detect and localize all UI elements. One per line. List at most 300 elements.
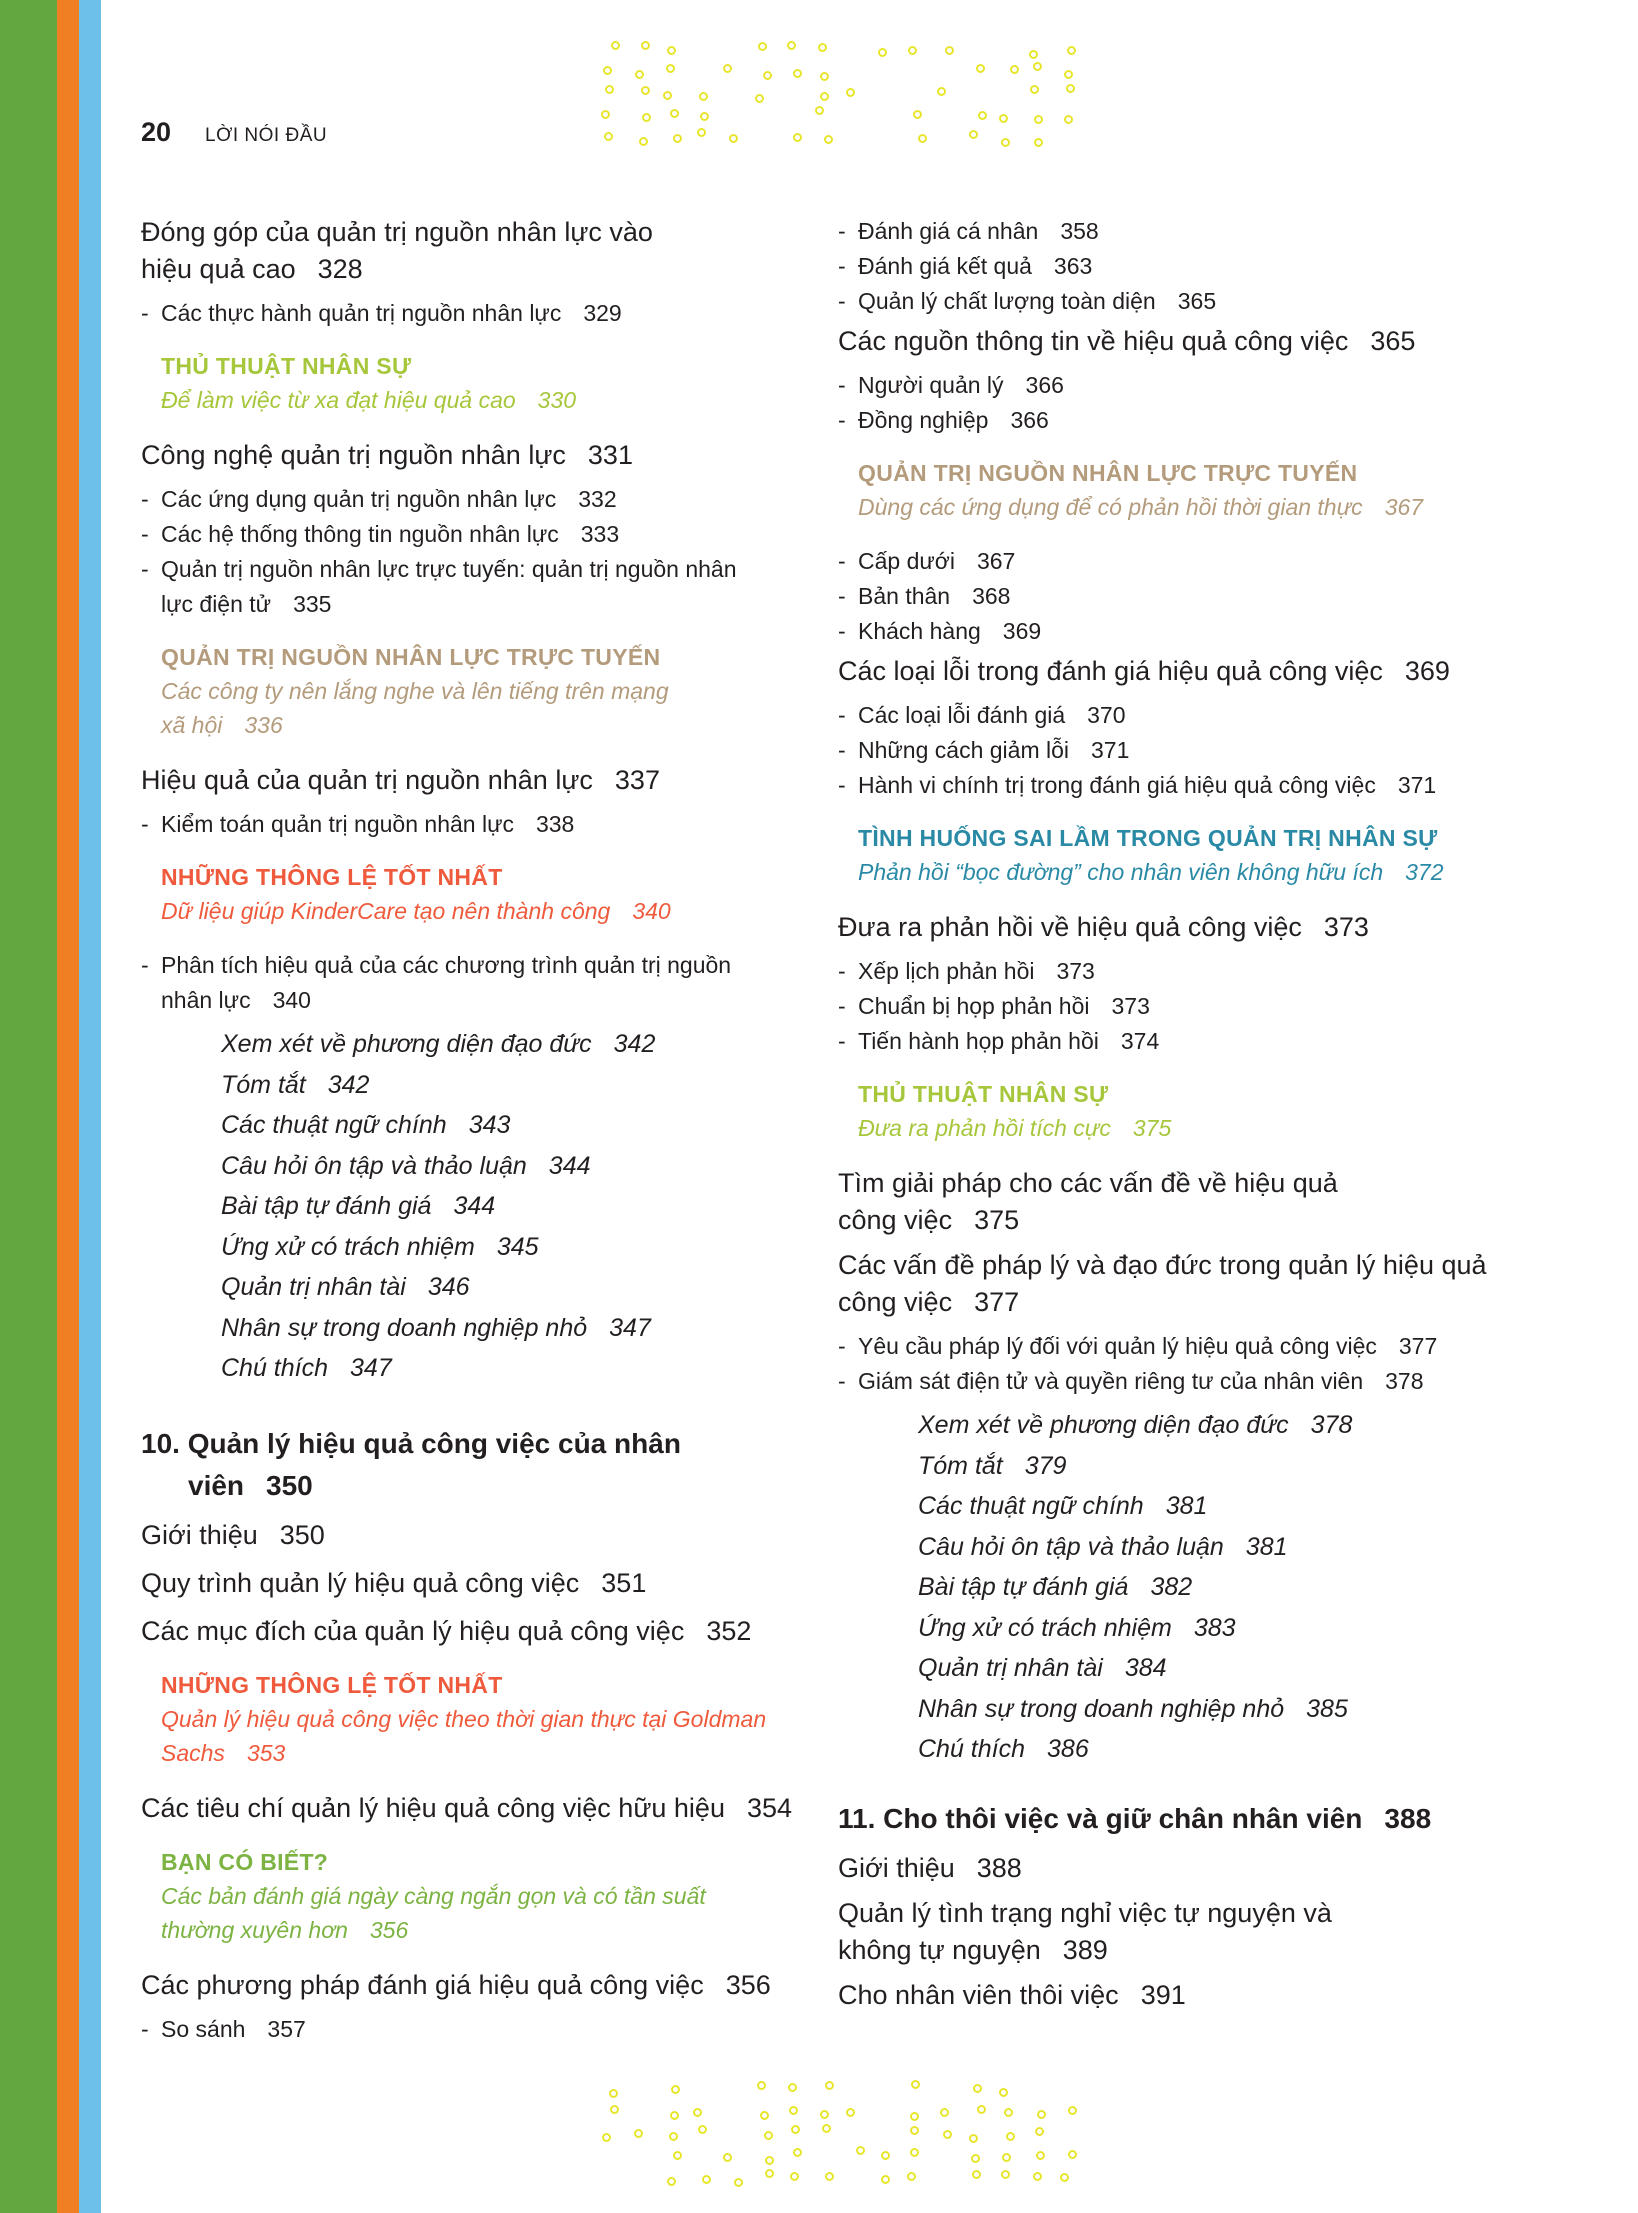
- toc-entry[interactable]: [838, 1977, 1518, 2014]
- page-ref: 371: [1091, 737, 1130, 763]
- page-ref: 366: [1025, 372, 1064, 398]
- decorative-dot: [972, 2170, 981, 2179]
- page-ref: 373: [1111, 993, 1150, 1019]
- entry-title: Giới thiệu: [141, 1519, 258, 1550]
- decorative-dot: [763, 71, 772, 80]
- decorative-dot: [1064, 115, 1073, 124]
- page-ref: 372: [1405, 859, 1444, 885]
- decorative-dot: [908, 46, 917, 55]
- chapter-title: viên: [188, 1469, 245, 1501]
- decorative-dot: [789, 2106, 798, 2115]
- toc-subentry[interactable]: - Tiến hành họp phản hồi 374: [838, 1028, 1160, 1054]
- chapter-heading[interactable]: [838, 1798, 1518, 1840]
- page-ref: 352: [706, 1615, 752, 1646]
- page-ref: 332: [578, 486, 617, 512]
- decorative-dot: [793, 69, 802, 78]
- decorative-dot: [667, 46, 676, 55]
- decorative-dot: [1033, 2172, 1042, 2181]
- toc-entry[interactable]: [141, 214, 811, 288]
- decorative-dot: [878, 48, 887, 57]
- feature-box-title: BẠN CÓ BIẾT?: [161, 1848, 329, 1875]
- decorative-dot: [911, 2080, 920, 2089]
- page-ref: 378: [1385, 1368, 1424, 1394]
- decorative-dot: [663, 91, 672, 100]
- left-stripe-orange: [57, 0, 79, 2213]
- toc-subentry[interactable]: - Các hệ thống thông tin nguồn nhân lực 333: [141, 521, 620, 547]
- decorative-dot: [603, 66, 612, 75]
- page-ref: 350: [279, 1519, 325, 1550]
- feature-box[interactable]: [161, 860, 811, 928]
- toc-subentry[interactable]: - Giám sát điện tử và quyền riêng tư của nhân viên 378: [838, 1368, 1424, 1394]
- end-matter-item[interactable]: Ứng xử có trách nhiệm 383: [918, 1613, 1236, 1642]
- page-ref: 374: [1120, 1028, 1160, 1054]
- decorative-dot: [856, 2146, 865, 2155]
- subentry-title: Bản thân: [858, 583, 951, 609]
- subentry-title: Yêu cầu pháp lý đối với quản lý hiệu quả công việc: [858, 1333, 1377, 1359]
- decorative-dot: [791, 2125, 800, 2134]
- decorative-dot: [670, 109, 679, 118]
- toc-subentry[interactable]: - Đánh giá kết quả 363: [838, 253, 1093, 279]
- decorative-dot: [693, 2108, 702, 2117]
- feature-box[interactable]: [858, 821, 1518, 889]
- end-matter-list: [838, 1405, 1518, 1770]
- toc-entry[interactable]: [141, 1967, 811, 2004]
- decorative-dot: [723, 2153, 732, 2162]
- entry-title: hiệu quả cao: [141, 254, 296, 284]
- decorative-dot: [793, 133, 802, 142]
- feature-box-subtitle: Để làm việc từ xa đạt hiệu quả cao: [161, 387, 516, 413]
- decorative-dot: [669, 2132, 678, 2141]
- toc-entry[interactable]: [141, 1517, 811, 1554]
- toc-subentry[interactable]: - Quản lý chất lượng toàn diện 365: [838, 288, 1217, 314]
- entry-title: Đóng góp của quản trị nguồn nhân lực vào: [141, 217, 653, 247]
- decorative-dot: [1002, 2153, 1011, 2162]
- toc-entry[interactable]: [838, 1247, 1518, 1321]
- decorative-dot: [757, 2081, 766, 2090]
- decorative-dot: [1066, 84, 1075, 93]
- decorative-dots-top: [600, 40, 1090, 150]
- page-ref: 369: [1002, 618, 1042, 644]
- decorative-dot: [1060, 2173, 1069, 2182]
- feature-box-subtitle: Các công ty nên lắng nghe và lên tiếng trên mạng: [161, 678, 669, 704]
- decorative-dot: [760, 2111, 769, 2120]
- toc-subentry[interactable]: - Quản trị nguồn nhân lực trực tuyến: quản trị nguồn nhân lực điện tử 335: [141, 552, 811, 622]
- feature-box-title: NHỮNG THÔNG LỆ TỐT NHẤT: [161, 864, 503, 890]
- decorative-dot: [610, 2105, 619, 2114]
- decorative-dot: [758, 42, 767, 51]
- toc-subentry[interactable]: - Cấp dưới 367: [838, 548, 1016, 574]
- entry-title: Cho nhân viên thôi việc: [838, 1979, 1119, 2010]
- subentry-title: Xếp lịch phản hồi: [858, 958, 1035, 984]
- left-stripe-green: [0, 0, 57, 2213]
- toc-subentry[interactable]: - Các thực hành quản trị nguồn nhân lực 329: [141, 300, 622, 326]
- page-ref: 354: [746, 1792, 793, 1823]
- decorative-dot: [999, 114, 1008, 123]
- page-ref: 368: [972, 583, 1011, 609]
- page-number: 20: [141, 117, 172, 147]
- decorative-dot: [1034, 138, 1043, 147]
- toc-subentry[interactable]: - Bản thân 368: [838, 583, 1011, 609]
- page-ref: 375: [1132, 1115, 1172, 1141]
- decorative-dot: [609, 2089, 618, 2098]
- decorative-dot: [1064, 70, 1073, 79]
- end-matter-item[interactable]: Chú thích 347: [221, 1354, 392, 1382]
- page-ref: 375: [974, 1205, 1020, 1235]
- toc-subentry[interactable]: - Người quản lý 366: [838, 372, 1064, 398]
- decorative-dot: [673, 134, 682, 143]
- feature-box-subtitle: Dùng các ứng dụng để có phản hồi thời gian thực: [858, 494, 1363, 520]
- feature-box-title: QUẢN TRỊ NGUỒN NHÂN LỰC TRỰC TUYẾN: [161, 644, 661, 670]
- decorative-dot: [673, 2151, 682, 2160]
- entry-title: Giới thiệu: [838, 1852, 955, 1883]
- decorative-dot: [910, 2148, 919, 2157]
- decorative-dot: [1029, 50, 1038, 59]
- decorative-dot: [818, 43, 827, 52]
- decorative-dot: [881, 2175, 890, 2184]
- end-matter-item[interactable]: Bài tập tự đánh giá 344: [221, 1192, 496, 1220]
- page-ref: 365: [1370, 326, 1416, 356]
- end-matter-item[interactable]: Nhân sự trong doanh nghiệp nhỏ 347: [221, 1313, 651, 1342]
- decorative-dot: [698, 2125, 707, 2134]
- page-ref: 358: [1060, 218, 1099, 244]
- feature-box-subtitle: Sachs: [161, 1739, 225, 1766]
- feature-box-subtitle: Quản lý hiệu quả công việc theo thời gian thực tại Goldman: [161, 1705, 767, 1732]
- feature-box-subtitle: Các bản đánh giá ngày càng ngắn gọn và có tần suất: [161, 1882, 706, 1909]
- decorative-dot: [1030, 85, 1039, 94]
- entry-title: không tự nguyện: [838, 1934, 1041, 1965]
- decorative-dot: [825, 2081, 834, 2090]
- end-matter-item[interactable]: Tóm tắt 379: [918, 1451, 1067, 1480]
- subentry-title: Quản lý chất lượng toàn diện: [858, 288, 1156, 314]
- feature-box-subtitle: thường xuyên hơn: [161, 1916, 348, 1943]
- toc-subentry[interactable]: - Kiểm toán quản trị nguồn nhân lực 338: [141, 811, 575, 837]
- end-matter-list: [141, 1024, 811, 1389]
- page-ref: 340: [632, 898, 671, 924]
- decorative-dot: [846, 88, 855, 97]
- page-ref: 367: [976, 548, 1016, 574]
- decorative-dot: [788, 2083, 797, 2092]
- end-matter-item[interactable]: Quản trị nhân tài 346: [221, 1273, 470, 1301]
- decorative-dot: [641, 86, 650, 95]
- decorative-dot: [978, 111, 987, 120]
- end-matter-item[interactable]: Tóm tắt 342: [221, 1070, 370, 1099]
- entry-title: Hiệu quả của quản trị nguồn nhân lực: [141, 765, 593, 795]
- toc-subentry[interactable]: - Phân tích hiệu quả của các chương trình quản trị nguồn nhân lực 340: [141, 948, 811, 1018]
- decorative-dot: [1010, 65, 1019, 74]
- subentry-title: Người quản lý: [858, 372, 1004, 398]
- end-matter-item[interactable]: Nhân sự trong doanh nghiệp nhỏ 385: [918, 1694, 1348, 1723]
- end-matter-item[interactable]: Bài tập tự đánh giá 382: [918, 1573, 1193, 1601]
- decorative-dot: [913, 110, 922, 119]
- subentry-title: Hành vi chính trị trong đánh giá hiệu quả công việc: [858, 772, 1376, 798]
- toc-entry[interactable]: [838, 1895, 1518, 1969]
- toc-entry[interactable]: [141, 1565, 811, 1602]
- decorative-dot: [734, 2178, 743, 2187]
- subentry-title: Khách hàng: [858, 618, 981, 644]
- toc-subentry[interactable]: - Khách hàng 369: [838, 618, 1042, 644]
- toc-entry[interactable]: [141, 1613, 811, 1650]
- decorative-dot: [671, 2085, 680, 2094]
- toc-entry[interactable]: [838, 1850, 1518, 1887]
- decorative-dot: [976, 64, 985, 73]
- subentry-title: Các loại lỗi đánh giá: [858, 702, 1066, 728]
- decorative-dots-bottom: [600, 2080, 1090, 2190]
- decorative-dot: [605, 85, 614, 94]
- feature-box-title: THỦ THUẬT NHÂN SỰ: [858, 1081, 1109, 1107]
- decorative-dot: [1004, 2108, 1013, 2117]
- entry-title: Quản lý tình trạng nghỉ việc tự nguyện và: [838, 1897, 1332, 1928]
- toc-subentry[interactable]: - Hành vi chính trị trong đánh giá hiệu quả công việc 371: [838, 772, 1437, 798]
- decorative-dot: [910, 2126, 919, 2135]
- decorative-dot: [977, 2105, 986, 2114]
- subentry-title: Các ứng dụng quản trị nguồn nhân lực: [161, 486, 557, 512]
- decorative-dot: [1033, 62, 1042, 71]
- decorative-dot: [943, 2130, 952, 2139]
- entry-title: Các vấn đề pháp lý và đạo đức trong quản lý hiệu quả: [838, 1250, 1487, 1280]
- decorative-dot: [697, 128, 706, 137]
- decorative-dot: [1068, 2150, 1077, 2159]
- decorative-dot: [723, 64, 732, 73]
- decorative-dot: [790, 2172, 799, 2181]
- subentry-title: Giám sát điện tử và quyền riêng tư của nhân viên: [858, 1368, 1364, 1394]
- feature-box[interactable]: [161, 640, 811, 742]
- subentry-title: Đồng nghiệp: [858, 407, 989, 433]
- decorative-dot: [641, 41, 650, 50]
- left-stripe-blue: [79, 0, 101, 2213]
- entry-title: Các nguồn thông tin về hiệu quả công việc: [838, 326, 1349, 356]
- feature-box-subtitle: Phản hồi “bọc đường” cho nhân viên không hữu ích: [858, 859, 1384, 885]
- decorative-dot: [634, 2129, 643, 2138]
- toc-right-column: [838, 214, 1518, 2022]
- decorative-dot: [969, 2134, 978, 2143]
- end-matter-item[interactable]: Câu hỏi ôn tập và thảo luận 381: [918, 1532, 1288, 1561]
- toc-subentry[interactable]: - Các ứng dụng quản trị nguồn nhân lực 332: [141, 486, 617, 512]
- decorative-dot: [820, 2110, 829, 2119]
- toc-entry[interactable]: [141, 762, 811, 799]
- decorative-dot: [1035, 2127, 1044, 2136]
- decorative-dot: [1068, 2106, 1077, 2115]
- toc-subentry[interactable]: - So sánh 357: [141, 2015, 306, 2042]
- end-matter-item[interactable]: Quản trị nhân tài 384: [918, 1654, 1167, 1682]
- page-ref: 350: [266, 1469, 313, 1501]
- subentry-title: Các thực hành quản trị nguồn nhân lực: [161, 300, 562, 326]
- page-ref: 337: [614, 765, 660, 795]
- decorative-dot: [824, 135, 833, 144]
- end-matter-item[interactable]: Ứng xử có trách nhiệm 345: [221, 1232, 539, 1261]
- page-ref: 388: [1384, 1802, 1432, 1834]
- subentry-title: Phân tích hiệu quả của các chương trình quản trị nguồn: [161, 952, 732, 978]
- toc-subentry[interactable]: - Đánh giá cá nhân 358: [838, 218, 1099, 244]
- decorative-dot: [787, 41, 796, 50]
- toc-entry[interactable]: [838, 323, 1518, 360]
- decorative-dot: [642, 113, 651, 122]
- entry-title: Các phương pháp đánh giá hiệu quả công việc: [141, 1969, 704, 2000]
- decorative-dot: [667, 2177, 676, 2186]
- page-ref: 366: [1010, 407, 1049, 433]
- page-ref: 338: [535, 811, 575, 837]
- entry-title: công việc: [838, 1205, 953, 1235]
- page-ref: 340: [272, 987, 311, 1013]
- decorative-dot: [815, 106, 824, 115]
- decorative-dot: [793, 2148, 802, 2157]
- subentry-title: Các hệ thống thông tin nguồn nhân lực: [161, 521, 559, 547]
- end-matter-item[interactable]: Xem xét về phương diện đạo đức 342: [221, 1030, 656, 1058]
- page-ref: 371: [1397, 772, 1437, 798]
- subentry-title: Đánh giá cá nhân: [858, 218, 1039, 244]
- entry-title: Công nghệ quản trị nguồn nhân lực: [141, 440, 566, 470]
- decorative-dot: [907, 2172, 916, 2181]
- feature-box-subtitle: Dữ liệu giúp KinderCare tạo nên thành công: [161, 898, 611, 924]
- chapter-title: 10. Quản lý hiệu quả công việc của nhân: [141, 1427, 681, 1459]
- entry-title: Tìm giải pháp cho các vấn đề về hiệu quả: [838, 1168, 1338, 1198]
- decorative-dot: [1036, 2151, 1045, 2160]
- page-ref: 356: [725, 1969, 771, 2000]
- page-ref: 373: [1056, 958, 1095, 984]
- decorative-dot: [825, 2172, 834, 2181]
- toc-entry[interactable]: [838, 1165, 1518, 1239]
- decorative-dot: [1006, 2132, 1015, 2141]
- page-ref: 388: [976, 1852, 1022, 1883]
- decorative-dot: [601, 110, 610, 119]
- chapter-heading[interactable]: [141, 1423, 811, 1507]
- page-ref: 330: [537, 387, 577, 413]
- decorative-dot: [755, 94, 764, 103]
- page-ref: 328: [317, 254, 363, 284]
- subentry-title: So sánh: [161, 2015, 246, 2042]
- page-ref: 336: [244, 712, 283, 738]
- decorative-dot: [940, 2108, 949, 2117]
- page-ref: 335: [293, 591, 332, 617]
- feature-box-title: QUẢN TRỊ NGUỒN NHÂN LỰC TRỰC TUYẾN: [858, 460, 1358, 486]
- feature-box[interactable]: [858, 1077, 1518, 1145]
- decorative-dot: [639, 137, 648, 146]
- end-matter-item[interactable]: Các thuật ngữ chính 381: [918, 1492, 1208, 1520]
- page-ref: 389: [1062, 1934, 1108, 1965]
- decorative-dot: [635, 70, 644, 79]
- page-ref: 377: [974, 1287, 1020, 1317]
- decorative-dot: [918, 134, 927, 143]
- subentry-title: Chuẩn bị họp phản hồi: [858, 993, 1090, 1019]
- page-ref: 351: [601, 1567, 647, 1598]
- page-ref: 357: [267, 2015, 306, 2042]
- subentry-title: Tiến hành họp phản hồi: [858, 1028, 1099, 1054]
- feature-box-subtitle: xã hội: [161, 712, 223, 738]
- decorative-dot: [765, 2156, 774, 2165]
- entry-title: Quy trình quản lý hiệu quả công việc: [141, 1567, 580, 1598]
- toc-subentry[interactable]: - Xếp lịch phản hồi 373: [838, 958, 1095, 984]
- decorative-dot: [1067, 46, 1076, 55]
- toc-subentry[interactable]: - Các loại lỗi đánh giá 370: [838, 702, 1126, 728]
- decorative-dot: [1034, 115, 1043, 124]
- decorative-dot: [973, 2084, 982, 2093]
- decorative-dot: [670, 2111, 679, 2120]
- feature-box[interactable]: [161, 1845, 811, 1947]
- page-ref: 391: [1140, 1979, 1186, 2010]
- entry-title: Các loại lỗi trong đánh giá hiệu quả công việc: [838, 656, 1383, 686]
- toc-left-column: [141, 214, 811, 2047]
- decorative-dot: [1001, 138, 1010, 147]
- decorative-dot: [1037, 2110, 1046, 2119]
- decorative-dot: [1001, 2170, 1010, 2179]
- toc-subentry[interactable]: - Yêu cầu pháp lý đối với quản lý hiệu quả công việc 377: [838, 1333, 1438, 1359]
- decorative-dot: [700, 112, 709, 121]
- end-matter-item[interactable]: Các thuật ngữ chính 343: [221, 1111, 511, 1139]
- page-ref: 367: [1384, 494, 1424, 520]
- end-matter-item[interactable]: Xem xét về phương diện đạo đức 378: [918, 1411, 1353, 1439]
- decorative-dot: [604, 132, 613, 141]
- page-ref: 329: [583, 300, 622, 326]
- decorative-dot: [764, 2131, 773, 2140]
- end-matter-item[interactable]: Câu hỏi ôn tập và thảo luận 344: [221, 1151, 591, 1180]
- decorative-dot: [611, 41, 620, 50]
- decorative-dot: [820, 72, 829, 81]
- decorative-dot: [945, 46, 954, 55]
- feature-box-subtitle: Đưa ra phản hồi tích cực: [858, 1115, 1111, 1141]
- toc-entry[interactable]: [838, 653, 1518, 690]
- page-ref: 333: [580, 521, 620, 547]
- subentry-title: Kiểm toán quản trị nguồn nhân lực: [161, 811, 514, 837]
- feature-box[interactable]: [858, 456, 1518, 524]
- decorative-dot: [729, 134, 738, 143]
- feature-box-title: TÌNH HUỐNG SAI LẦM TRONG QUẢN TRỊ NHÂN SỰ: [858, 825, 1438, 851]
- page-ref: 331: [587, 440, 633, 470]
- decorative-dot: [699, 92, 708, 101]
- entry-title: Các tiêu chí quản lý hiệu quả công việc hữu hiệu: [141, 1792, 725, 1823]
- feature-box-title: NHỮNG THÔNG LỆ TỐT NHẤT: [161, 1671, 503, 1698]
- toc-entry[interactable]: [838, 909, 1518, 946]
- decorative-dot: [881, 2151, 890, 2160]
- decorative-dot: [910, 2112, 919, 2121]
- subentry-title: Đánh giá kết quả: [858, 253, 1032, 279]
- running-head: LỜI NÓI ĐẦU: [205, 125, 328, 146]
- decorative-dot: [820, 92, 829, 101]
- decorative-dot: [969, 130, 978, 139]
- subentry-title: Quản trị nguồn nhân lực trực tuyến: quản trị nguồn nhân: [161, 556, 737, 582]
- decorative-dot: [846, 2108, 855, 2117]
- page-ref: 363: [1053, 253, 1093, 279]
- page-ref: 356: [369, 1916, 409, 1943]
- toc-subentry[interactable]: - Chuẩn bị họp phản hồi 373: [838, 993, 1150, 1019]
- page-ref: 377: [1398, 1333, 1438, 1359]
- page-ref: 373: [1323, 912, 1369, 942]
- decorative-dot: [666, 64, 675, 73]
- page-ref: 370: [1087, 702, 1126, 728]
- page-ref: 369: [1404, 656, 1450, 686]
- subentry-title: Những cách giảm lỗi: [858, 737, 1069, 763]
- chapter-title: 11. Cho thôi việc và giữ chân nhân viên: [838, 1802, 1363, 1834]
- subentry-title: lực điện tử: [161, 591, 272, 617]
- decorative-dot: [999, 2088, 1008, 2097]
- page-ref: 365: [1177, 288, 1217, 314]
- toc-subentry[interactable]: - Những cách giảm lỗi 371: [838, 737, 1130, 763]
- decorative-dot: [822, 2124, 831, 2133]
- entry-title: công việc: [838, 1287, 953, 1317]
- feature-box[interactable]: [161, 1668, 811, 1770]
- toc-subentry[interactable]: - Đồng nghiệp 366: [838, 407, 1049, 433]
- decorative-dot: [971, 2154, 980, 2163]
- decorative-dot: [765, 2169, 774, 2178]
- entry-title: Các mục đích của quản lý hiệu quả công việc: [141, 1615, 685, 1646]
- toc-entry[interactable]: [141, 1790, 811, 1827]
- toc-entry[interactable]: [141, 437, 811, 474]
- subentry-title: Cấp dưới: [858, 548, 955, 574]
- entry-title: Đưa ra phản hồi về hiệu quả công việc: [838, 912, 1302, 942]
- subentry-title: nhân lực: [161, 987, 251, 1013]
- feature-box-title: THỦ THUẬT NHÂN SỰ: [161, 353, 412, 379]
- decorative-dot: [602, 2133, 611, 2142]
- feature-box[interactable]: [161, 349, 811, 417]
- end-matter-item[interactable]: Chú thích 386: [918, 1735, 1089, 1763]
